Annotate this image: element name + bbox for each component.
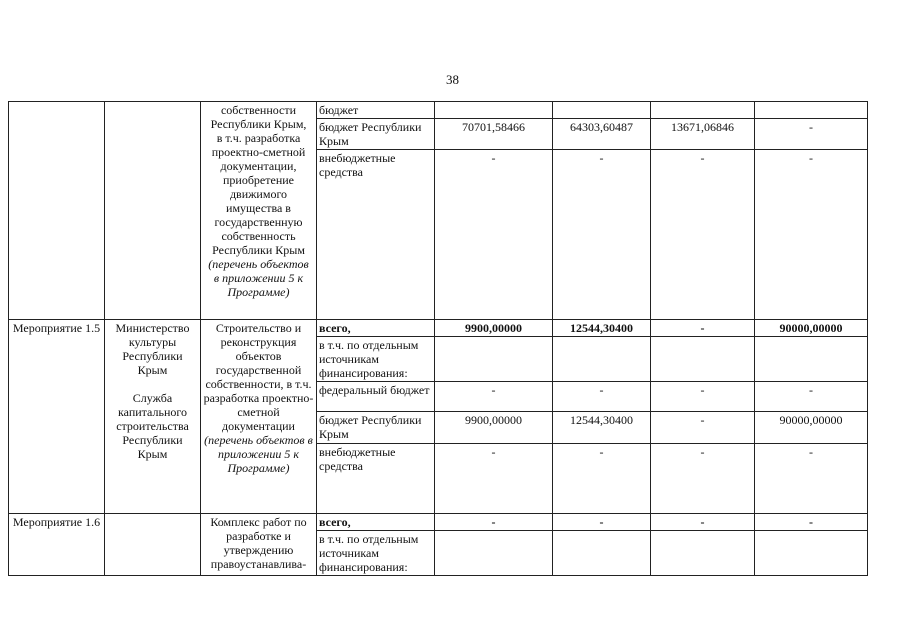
source-cell: всего, [317,320,435,337]
value-cell [651,531,755,576]
source-cell: внебюджетные средства [317,150,435,320]
description-line: Республики Крым [212,243,305,257]
value-cell: - [651,320,755,337]
value-cell: - [651,444,755,514]
description-line: собственности [220,103,297,117]
value-cell: 90000,00000 [755,412,868,444]
description-line: движимого [229,187,288,201]
description-cell [201,320,317,514]
description-line: проектно-сметной [211,145,306,159]
description-note-line: Программе) [227,285,290,299]
table-row [9,514,868,531]
source-cell: федеральный бюджет [317,382,435,412]
description-note-line: в приложении 5 к [213,271,304,285]
value-cell: 12544,30400 [553,320,651,337]
value-cell: 64303,60487 [553,119,651,150]
value-cell: - [553,382,651,412]
value-cell: 12544,30400 [553,412,651,444]
value-cell: - [435,382,553,412]
description-line: приобретение [222,173,294,187]
value-cell [553,531,651,576]
source-cell: в т.ч. по отдельным источникам финансирования: [317,337,435,382]
value-cell [435,102,553,119]
value-cell: - [435,150,553,320]
source-cell: бюджет Республики Крым [317,412,435,444]
value-cell: - [755,382,868,412]
source-cell: бюджет [317,102,435,119]
executor-name: Служба капитального строительства Республики Крым [116,391,189,461]
value-cell: - [435,444,553,514]
value-cell [553,337,651,382]
description-cell: Комплекс работ по разработке и утверждению правоустанавлива- [201,514,317,576]
activity-cell: Мероприятие 1.6 [9,514,105,576]
executor-cell [105,320,201,514]
value-cell: 13671,06846 [651,119,755,150]
value-cell [553,102,651,119]
source-cell: в т.ч. по отдельным источникам финансирования: [317,531,435,576]
executor-name: Министерство культуры Республики Крым [115,321,190,377]
value-cell: - [651,514,755,531]
description-line: собственность [221,229,296,243]
value-cell: 90000,00000 [755,320,868,337]
table-row [9,102,868,119]
description-note: (перечень объектов в приложении 5 к Программе) [204,433,313,475]
value-cell [651,337,755,382]
value-cell [755,102,868,119]
source-cell: всего, [317,514,435,531]
value-cell: - [755,119,868,150]
executor-cell [105,102,201,320]
value-cell: 9900,00000 [435,412,553,444]
value-cell: - [651,412,755,444]
value-cell: - [553,444,651,514]
description-text: Строительство и реконструкция объектов государственной собственности, в т.ч. разработка проектно- сметной документации [203,321,314,433]
value-cell: - [651,382,755,412]
value-cell [755,337,868,382]
executor-cell [105,514,201,576]
description-line: имущества в [226,201,291,215]
description-line: в т.ч. разработка [216,131,301,145]
budget-table [8,101,868,576]
value-cell [651,102,755,119]
activity-cell [9,102,105,320]
page-number: 38 [446,72,459,87]
source-cell: бюджет Республики Крым [317,119,435,150]
value-cell [435,531,553,576]
source-cell: внебюджетные средства [317,444,435,514]
value-cell: - [553,514,651,531]
value-cell: 70701,58466 [435,119,553,150]
value-cell [435,337,553,382]
value-cell [755,531,868,576]
description-note-line: (перечень объектов [208,257,309,271]
table-row [9,320,868,337]
value-cell: 9900,00000 [435,320,553,337]
description-line: документации, [220,159,297,173]
value-cell: - [755,514,868,531]
description-line: государственную [214,215,303,229]
value-cell: - [755,150,868,320]
description-cell [201,102,317,320]
value-cell: - [651,150,755,320]
description-line: Республики Крым, [210,117,307,131]
value-cell: - [553,150,651,320]
value-cell: - [435,514,553,531]
activity-cell: Мероприятие 1.5 [9,320,105,514]
value-cell: - [755,444,868,514]
